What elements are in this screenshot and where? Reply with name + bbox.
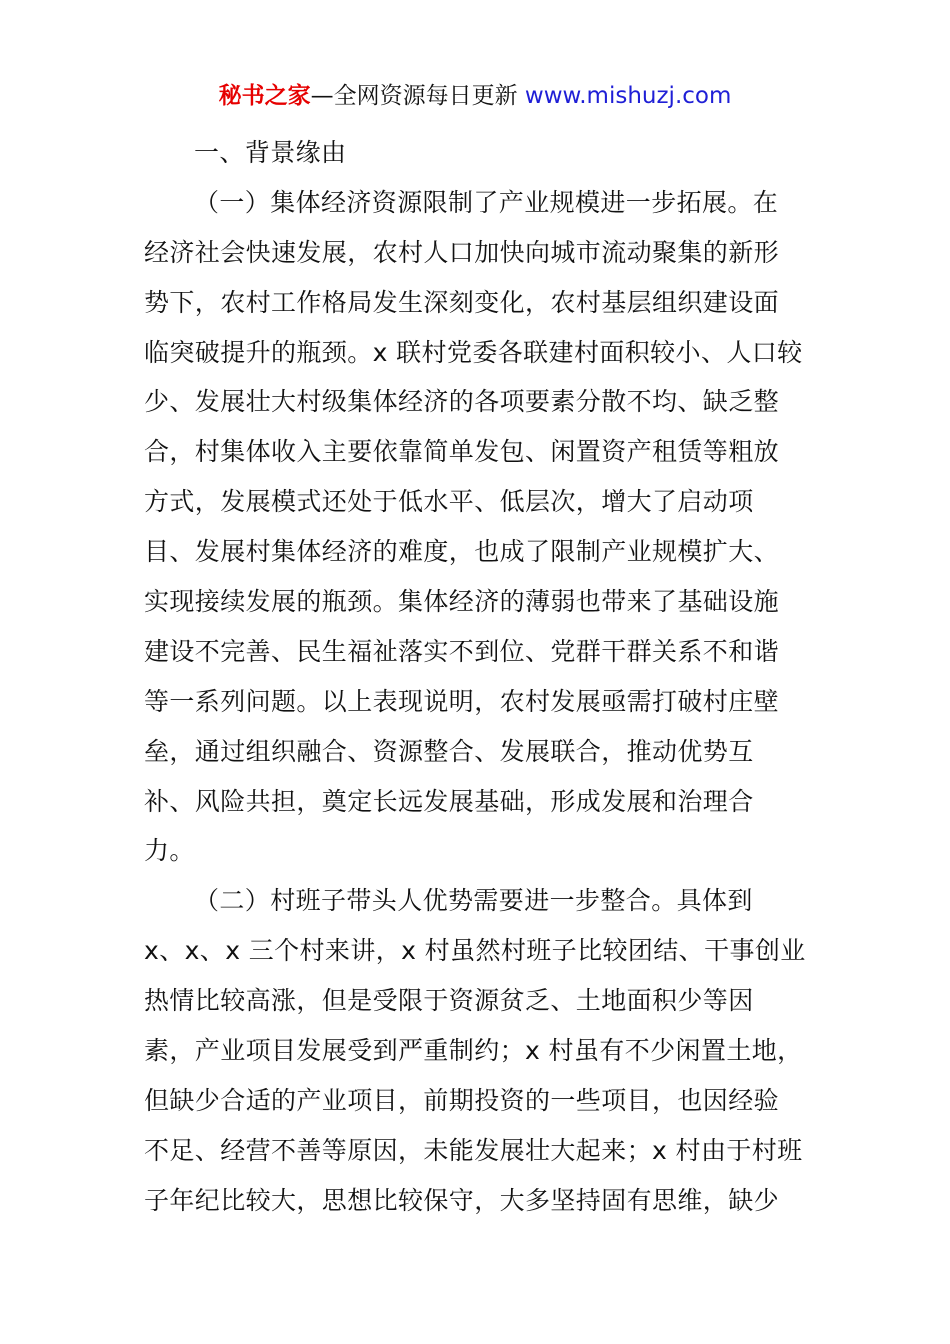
paragraph-line: 不足、经营不善等原因，未能发展壮大起来；x 村由于村班 [144, 1135, 803, 1165]
paragraph-line: 临突破提升的瓶颈。x 联村党委各联建村面积较小、人口较 [144, 337, 803, 367]
paragraph-line: 素，产业项目发展受到严重制约；x 村虽有不少闲置土地， [144, 1036, 803, 1066]
paragraph-line: 子年纪比较大，思想比较保守，大多坚持固有思维，缺少 [144, 1185, 780, 1215]
paragraph-line: 补、风险共担，奠定长远发展基础，形成发展和治理合 [144, 786, 754, 816]
paragraph-line: 少、发展壮大村级集体经济的各项要素分散不均、缺乏整 [144, 387, 780, 417]
paragraph-line: 势下，农村工作格局发生深刻变化，农村基层组织建设面 [144, 287, 780, 317]
brand-name: 秘书之家 [218, 83, 311, 109]
paragraph-line: x、x、x 三个村来讲，x 村虽然村班子比较团结、干事创业 [144, 936, 806, 966]
site-url[interactable]: www.mishuzj.com [524, 83, 732, 109]
paragraph-line: 等一系列问题。以上表现说明，农村发展亟需打破村庄壁 [144, 686, 780, 716]
site-header [0, 80, 950, 112]
paragraph-line: 建设不完善、民生福祉落实不到位、党群干群关系不和谐 [144, 636, 780, 666]
paragraph-line: 目、发展村集体经济的难度，也成了限制产业规模扩大、 [144, 537, 780, 567]
paragraph-line: （二）村班子带头人优势需要进一步整合。具体到 [194, 886, 753, 916]
paragraph-line: 垒，通过组织融合、资源整合、发展联合，推动优势互 [144, 736, 754, 766]
paragraph-line: 实现接续发展的瓶颈。集体经济的薄弱也带来了基础设施 [144, 587, 780, 617]
paragraph-line: 热情比较高涨，但是受限于资源贫乏、土地面积少等因 [144, 986, 754, 1016]
header-tagline: —全网资源每日更新 [310, 83, 525, 109]
document-body [144, 128, 809, 1226]
paragraph-line: 合，村集体收入主要依靠简单发包、闲置资产租赁等粗放 [144, 437, 780, 467]
paragraph-line: 但缺少合适的产业项目，前期投资的一些项目，也因经验 [144, 1085, 780, 1115]
paragraph-line: 力。 [144, 836, 195, 866]
paragraph-line: （一）集体经济资源限制了产业规模进一步拓展。在 [194, 187, 779, 217]
paragraph-line: 方式，发展模式还处于低水平、低层次，增大了启动项 [144, 487, 754, 517]
paragraph-line: 经济社会快速发展，农村人口加快向城市流动聚集的新形 [144, 237, 780, 267]
section-heading: 一、背景缘由 [194, 138, 347, 167]
